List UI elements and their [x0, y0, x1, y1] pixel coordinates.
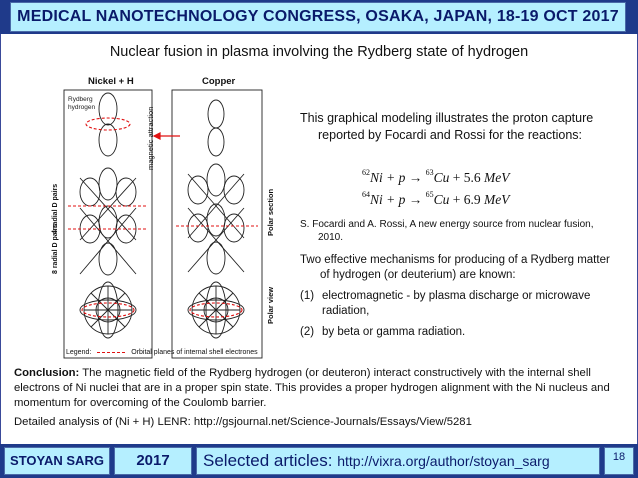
cu-lobe-bottom: [208, 128, 224, 156]
reaction-equations: [362, 168, 510, 212]
header-bar: [0, 0, 638, 34]
eq2-b: Cu: [433, 192, 450, 207]
rydberg-label-2: hydrogen: [68, 104, 96, 111]
year-badge: 2017: [114, 447, 192, 475]
ni-polar-section: [80, 168, 136, 275]
copper-panel: [172, 90, 262, 358]
eq2-b-mass: 65: [425, 190, 434, 199]
eq2-a-mass: 64: [362, 190, 370, 199]
cu-lobe-top: [208, 100, 224, 128]
eq1-unit: MeV: [484, 170, 510, 185]
eq1-p: p: [398, 170, 406, 185]
legend-label: Legend:: [66, 349, 92, 356]
eq2-a: Ni: [370, 192, 383, 207]
item2-number: (2): [300, 326, 315, 338]
item1-text: electromagnetic - by plasma discharge or microwave radiation,: [322, 290, 591, 317]
footer-bar: [0, 444, 638, 478]
eq2-value: + 6.9: [452, 192, 481, 207]
selected-label: Selected articles:: [203, 451, 338, 470]
ni-polar-view: [80, 282, 136, 338]
eq1-a-mass: 62: [362, 168, 370, 177]
reaction-2: [362, 190, 510, 212]
eq1-a: Ni: [370, 170, 383, 185]
cu-polar-section: [188, 164, 244, 274]
selected-articles: [196, 447, 600, 475]
detail-analysis: Detailed analysis of (Ni + H) LENR: http://gsjournal.net/Science-Journals/Essays/View/5281: [14, 416, 472, 428]
radial-8-label: 8 radial D pairs: [52, 223, 59, 274]
polar-view-label: Polar view: [266, 286, 275, 324]
item2-text: by beta or gamma radiation.: [322, 326, 466, 338]
copper-title: Copper: [202, 76, 236, 87]
legend-text: Orbital planes of internal shell electrones: [131, 349, 258, 356]
cu-polar-view: [188, 282, 244, 338]
conclusion-text: The magnetic field of the Rydberg hydrogen (or deuteron) interact constructively with the internal shell electrons of Ni nuclei that are in a proper spin state. This provides a proper hydrogen alignment with the Ni nucleus and momentum for overcoming of the Coulomb barrier.: [14, 367, 610, 409]
figure-legend: [66, 349, 258, 356]
eq1-plus: +: [386, 170, 396, 185]
mechanisms-text: Two effective mechanisms for producing of a Rydberg matter of hydrogen (or deuterium) are known:: [300, 254, 610, 281]
intro-text-block: [300, 110, 618, 143]
mechanisms-block: [300, 253, 622, 283]
eq2-p: p: [398, 192, 406, 207]
radial-4-label: 4 radial D pairs: [52, 183, 59, 234]
selected-articles-link[interactable]: http://vixra.org/author/stoyan_sarg: [337, 453, 550, 469]
eq1-b-mass: 63: [425, 168, 434, 177]
page-number: 18: [604, 447, 634, 475]
rydberg-label-1: Rydberg: [68, 96, 93, 103]
eq1-arrow: →: [408, 170, 423, 185]
mechanism-item-1: [300, 289, 622, 319]
rydberg-lobe-top: [99, 93, 117, 125]
legend-swatch: [97, 352, 125, 353]
slide-subtitle: Nuclear fusion in plasma involving the Rydberg state of hydrogen: [109, 44, 529, 60]
item1-number: (1): [300, 290, 315, 302]
eq1-value: + 5.6: [452, 170, 481, 185]
eq1-b: Cu: [433, 170, 450, 185]
author-badge: STOYAN SARG: [4, 447, 110, 475]
intro-text: This graphical modeling illustrates the proton capture reported by Focardi and Rossi for the reactions:: [300, 111, 594, 142]
eq2-unit: MeV: [484, 192, 510, 207]
mechanism-item-2: [300, 325, 622, 340]
rydberg-lobe-bottom: [99, 124, 117, 156]
magnetic-attraction-label: magnetic attraction: [146, 106, 155, 170]
conclusion-label: Conclusion:: [14, 367, 80, 379]
reaction-1: [362, 168, 510, 190]
conclusion-paragraph: [14, 366, 624, 411]
eq2-arrow: →: [408, 192, 423, 207]
reference-citation: S. Focardi and A. Rossi, A new energy source from nuclear fusion, 2010.: [300, 219, 594, 243]
fusion-diagram: [50, 74, 280, 362]
eq2-plus: +: [386, 192, 396, 207]
fusion-figure: [50, 74, 280, 362]
nickel-h-title: Nickel + H: [88, 76, 134, 87]
polar-section-label: Polar section: [266, 188, 275, 236]
conference-title: MEDICAL NANOTECHNOLOGY CONGRESS, OSAKA, JAPAN, 18-19 OCT 2017: [10, 2, 626, 32]
